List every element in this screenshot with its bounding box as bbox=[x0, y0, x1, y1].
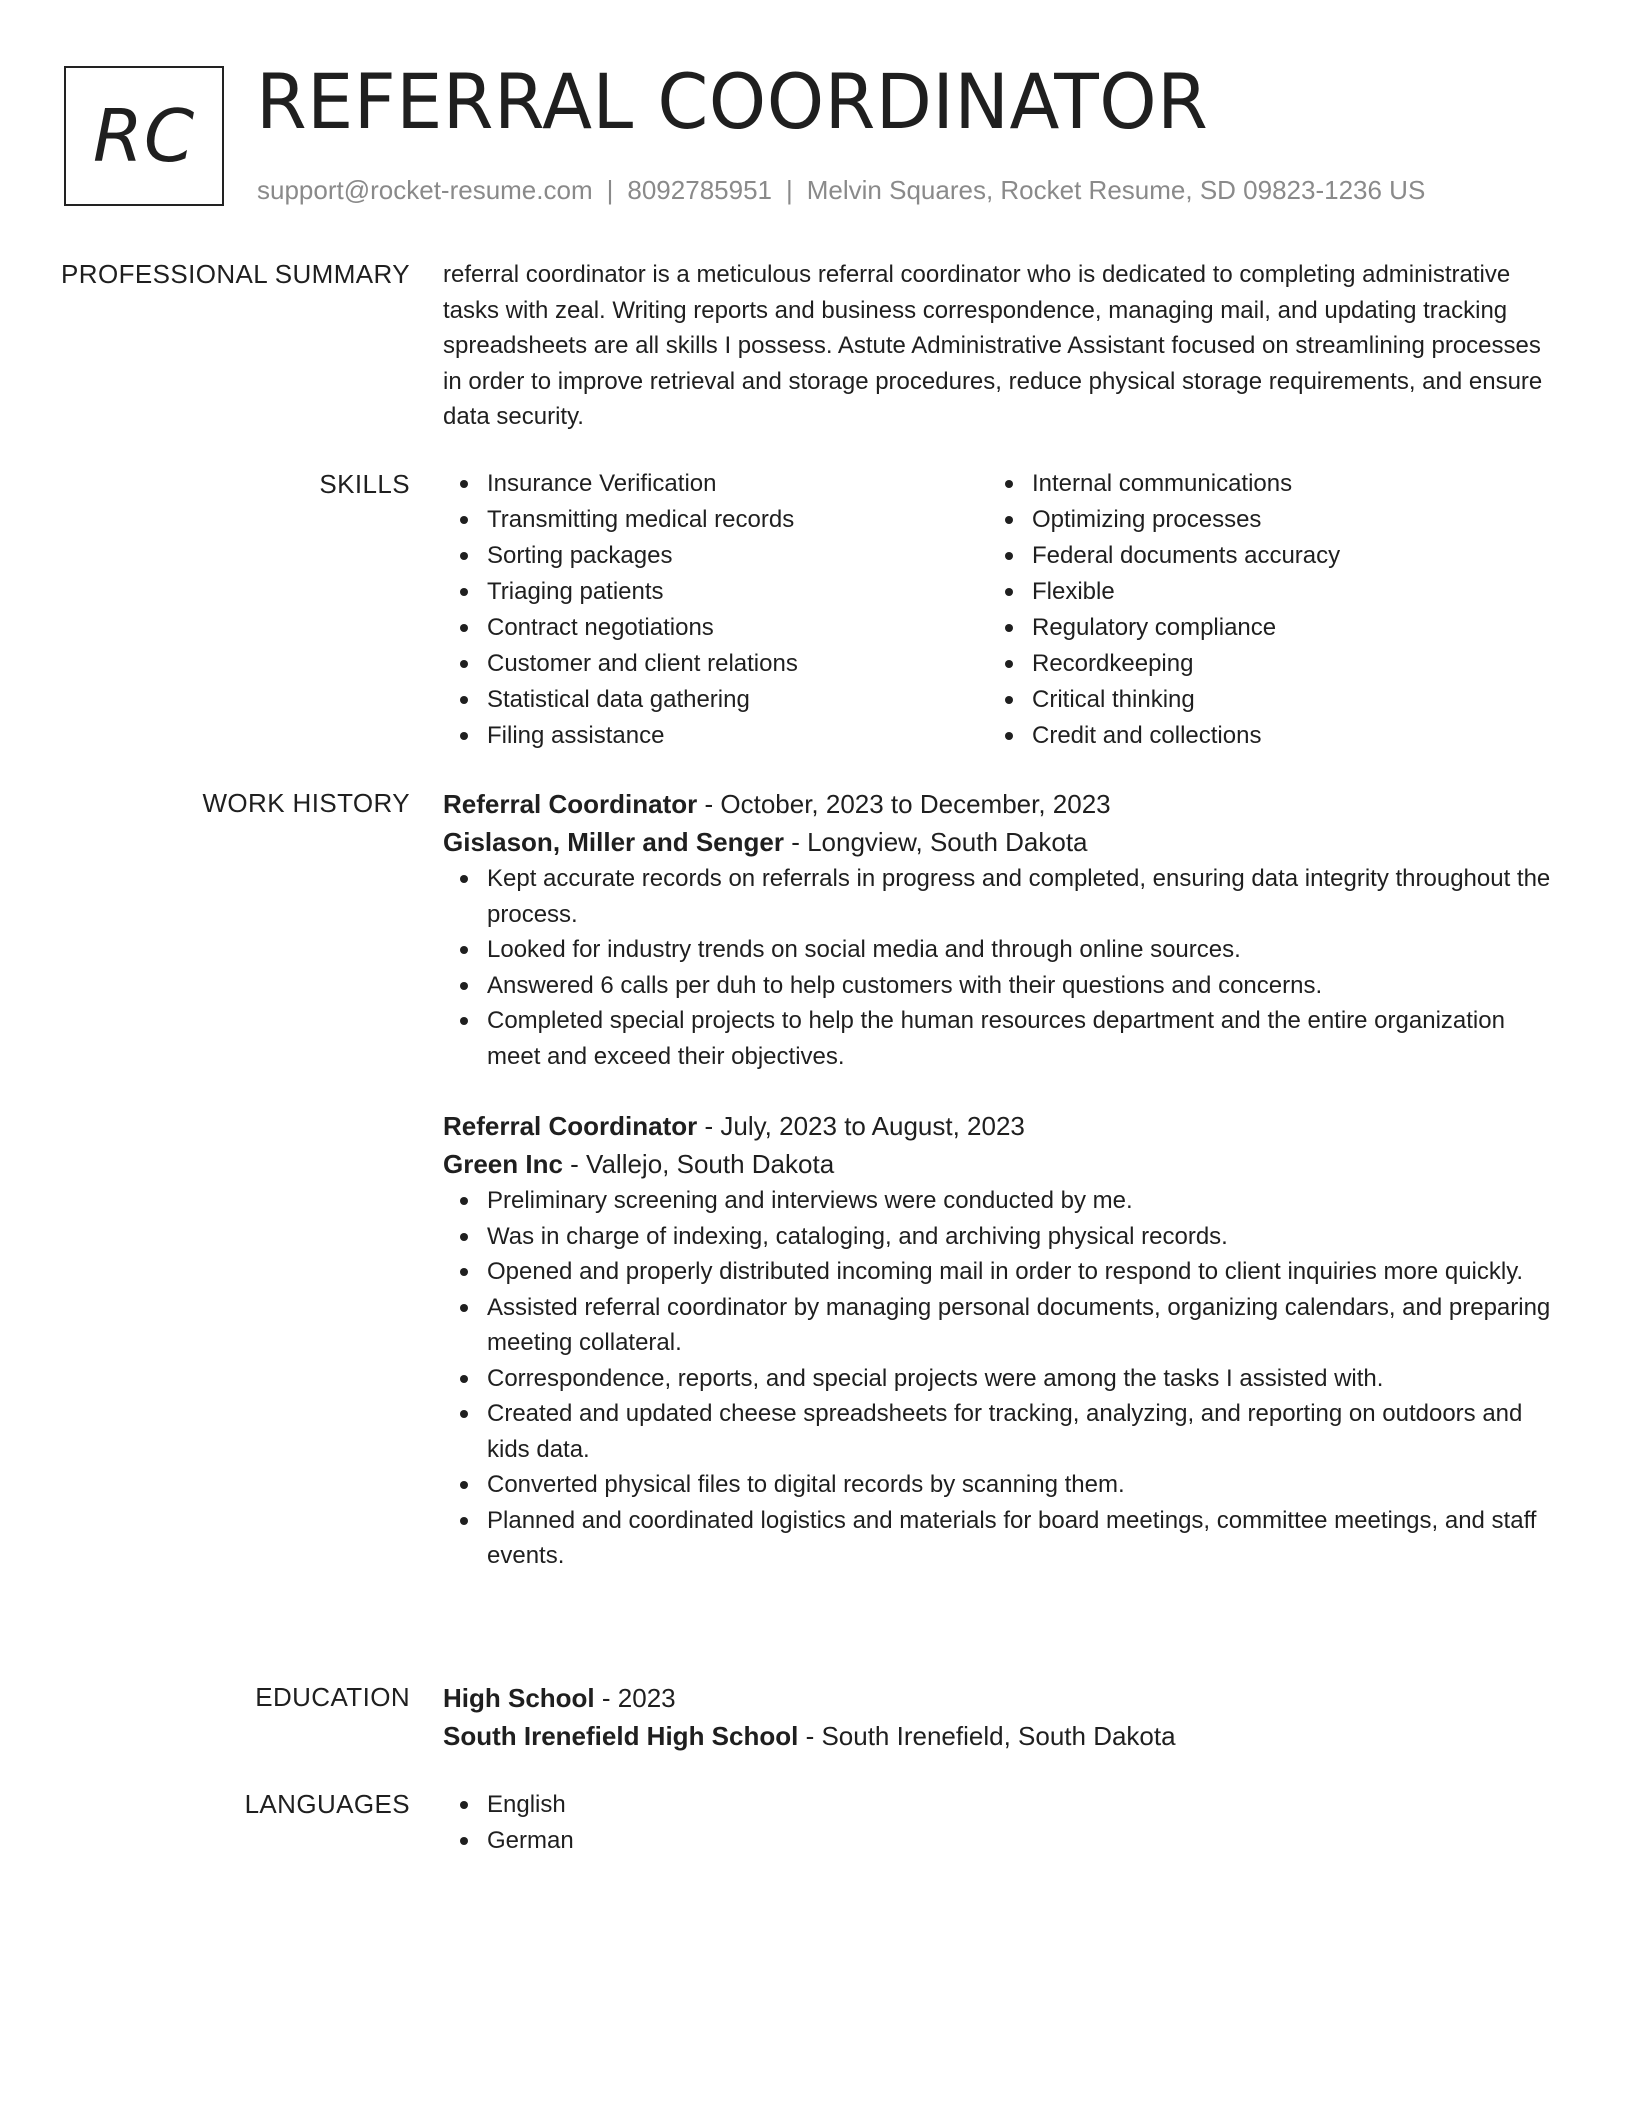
job-title: Referral Coordinator bbox=[443, 789, 698, 819]
skill-item: Filing assistance bbox=[443, 718, 988, 754]
education-degree: High School bbox=[443, 1683, 595, 1713]
skill-item: Statistical data gathering bbox=[443, 682, 988, 718]
education-school-line bbox=[443, 1717, 1553, 1755]
contact-email: support@rocket-resume.com bbox=[257, 175, 593, 205]
contact-line bbox=[257, 172, 1425, 208]
job-duty: Answered 6 calls per duh to help customers with their questions and concerns. bbox=[443, 968, 1553, 1004]
job-company: Gislason, Miller and Senger bbox=[443, 827, 784, 857]
job-duty: Preliminary screening and interviews were conducted by me. bbox=[443, 1183, 1553, 1219]
job-duty: Opened and properly distributed incoming mail in order to respond to client inquiries more quickly. bbox=[443, 1254, 1553, 1290]
summary-text: referral coordinator is a meticulous referral coordinator who is dedicated to completing administrative tasks with zeal. Writing reports and business correspondence, managing mail, and updating tracking spreadsheets are all skills I possess. Astute Administrative Assistant focused on streamlining processes in order to improve retrieval and storage procedures, reduce physical storage requirements, and ensure data security. bbox=[443, 261, 1543, 430]
job-title: Referral Coordinator bbox=[443, 1111, 698, 1141]
job-duty: Correspondence, reports, and special projects were among the tasks I assisted with. bbox=[443, 1361, 1553, 1397]
education-location: - South Irenefield, South Dakota bbox=[798, 1721, 1176, 1751]
skill-item: Transmitting medical records bbox=[443, 502, 988, 538]
skill-item: Contract negotiations bbox=[443, 610, 988, 646]
education-year: - 2023 bbox=[594, 1683, 676, 1713]
monogram-initials: RC bbox=[92, 94, 196, 178]
skill-item: Recordkeeping bbox=[988, 646, 1533, 682]
languages-heading: LANGUAGES bbox=[244, 1789, 410, 1819]
job-duty: Created and updated cheese spreadsheets for tracking, analyzing, and reporting on outdoors and kids data. bbox=[443, 1396, 1553, 1467]
skill-item: Sorting packages bbox=[443, 538, 988, 574]
job-duty: Planned and coordinated logistics and materials for board meetings, committee meetings, and staff events. bbox=[443, 1503, 1553, 1574]
job-duty: Kept accurate records on referrals in progress and completed, ensuring data integrity throughout the process. bbox=[443, 861, 1553, 932]
job-duty: Was in charge of indexing, cataloging, and archiving physical records. bbox=[443, 1219, 1553, 1255]
job-company-line bbox=[443, 823, 1553, 861]
skills-grid bbox=[443, 466, 1553, 754]
education-degree-line bbox=[443, 1679, 1553, 1717]
language-item: English bbox=[443, 1787, 1553, 1823]
page-title: REFERRAL COORDINATOR bbox=[256, 57, 1209, 146]
job-duty: Assisted referral coordinator by managing personal documents, organizing calendars, and preparing meeting collateral. bbox=[443, 1290, 1553, 1361]
job-title-line bbox=[443, 785, 1553, 823]
skills-heading: SKILLS bbox=[319, 469, 410, 499]
job-title-line bbox=[443, 1107, 1553, 1145]
job-company: Green Inc bbox=[443, 1149, 563, 1179]
skill-item: Flexible bbox=[988, 574, 1533, 610]
job-duties-list bbox=[443, 1183, 1553, 1574]
skill-item: Optimizing processes bbox=[988, 502, 1533, 538]
monogram-logo bbox=[64, 66, 224, 206]
job-company-line bbox=[443, 1145, 1553, 1183]
job-duty: Looked for industry trends on social media and through online sources. bbox=[443, 932, 1553, 968]
education-heading: EDUCATION bbox=[255, 1682, 410, 1712]
skill-item: Credit and collections bbox=[988, 718, 1533, 754]
skill-item: Regulatory compliance bbox=[988, 610, 1533, 646]
job-location: - Vallejo, South Dakota bbox=[562, 1149, 835, 1179]
job-duty: Converted physical files to digital records by scanning them. bbox=[443, 1467, 1553, 1503]
skill-item: Critical thinking bbox=[988, 682, 1533, 718]
skill-item: Customer and client relations bbox=[443, 646, 988, 682]
job-duties-list bbox=[443, 861, 1553, 1074]
summary-heading: PROFESSIONAL SUMMARY bbox=[61, 259, 410, 289]
skill-item: Internal communications bbox=[988, 466, 1533, 502]
job-dates: - July, 2023 to August, 2023 bbox=[697, 1111, 1025, 1141]
job-location: - Longview, South Dakota bbox=[783, 827, 1088, 857]
contact-separator: | bbox=[786, 175, 793, 205]
language-item: German bbox=[443, 1823, 1553, 1859]
job-dates: - October, 2023 to December, 2023 bbox=[697, 789, 1111, 819]
contact-separator: | bbox=[606, 175, 614, 205]
job-entry bbox=[443, 1107, 1553, 1574]
job-entry bbox=[443, 785, 1553, 1074]
contact-phone: 8092785951 bbox=[627, 175, 772, 205]
education-school: South Irenefield High School bbox=[443, 1721, 799, 1751]
skills-list-right bbox=[988, 466, 1533, 754]
skills-list-left bbox=[443, 466, 988, 754]
work-history-heading: WORK HISTORY bbox=[202, 788, 410, 818]
skill-item: Triaging patients bbox=[443, 574, 988, 610]
job-duty: Completed special projects to help the human resources department and the entire organization meet and exceed their objectives. bbox=[443, 1003, 1553, 1074]
skill-item: Insurance Verification bbox=[443, 466, 988, 502]
contact-address: Melvin Squares, Rocket Resume, SD 09823-1236 US bbox=[806, 175, 1426, 205]
languages-list bbox=[443, 1787, 1553, 1858]
skill-item: Federal documents accuracy bbox=[988, 538, 1533, 574]
